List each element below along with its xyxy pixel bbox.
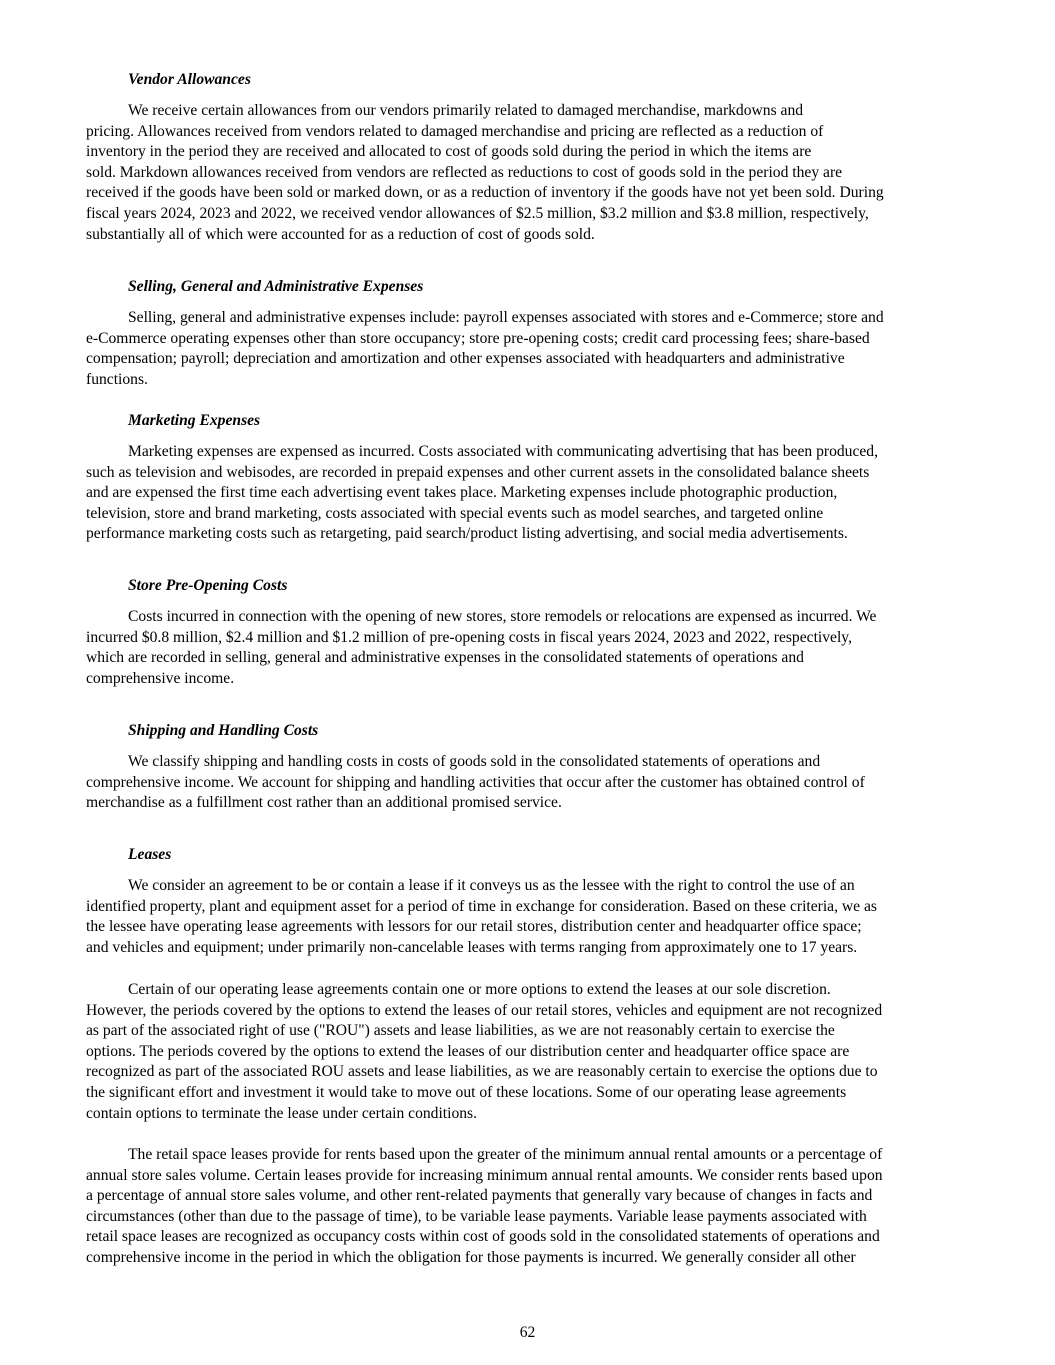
text-line: The retail space leases provide for rents based upon the greater of the minimum annual rental amounts or a percentage of [128, 1146, 883, 1163]
text-line: pricing. Allowances received from vendors related to damaged merchandise and pricing are reflected as a reduction of [86, 122, 824, 140]
text-line: annual store sales volume. Certain leases provide for increasing minimum annual rental amounts. We consider rents based upon [86, 1166, 883, 1184]
page-number: 62 [519, 1324, 536, 1341]
text-line: e-Commerce operating expenses other than store occupancy; store pre-opening costs; credit card processing fees; share-based [86, 329, 870, 347]
text-line: circumstances (other than due to the passage of time), to be variable lease payments. Variable lease payments associated with [86, 1207, 867, 1225]
paragraph-leases-3 [86, 1145, 970, 1269]
paragraph-marketing-expenses [86, 442, 970, 545]
text-line: Selling, general and administrative expenses include: payroll expenses associated with stores and e-Commerce; store and [128, 309, 884, 326]
section-heading-sga-expenses: Selling, General and Administrative Expenses [128, 278, 424, 295]
text-line: options. The periods covered by the options to extend the leases of our distribution center and headquarter office space are [86, 1042, 850, 1060]
text-line: and are expensed the first time each advertising event takes place. Marketing expenses include photographic production, [86, 484, 838, 502]
text-line: such as television and webisodes, are recorded in prepaid expenses and other current assets in the consolidated balance sheets [86, 463, 870, 481]
text-line: identified property, plant and equipment asset for a period of time in exchange for consideration. Based on these criteria, we as [86, 897, 877, 915]
text-line: We classify shipping and handling costs in costs of goods sold in the consolidated statements of operations and [128, 753, 821, 770]
text-line: incurred $0.8 million, $2.4 million and $1.2 million of pre-opening costs in fiscal years 2024, 2023 and 2022, respectively, [86, 628, 852, 646]
paragraph-vendor-allowances [86, 101, 970, 245]
text-line: received if the goods have been sold or marked down, or as a reduction of inventory if the goods have not yet been sold. During [86, 184, 884, 202]
paragraph-leases-1 [86, 876, 970, 958]
text-line: contain options to terminate the lease under certain conditions. [86, 1104, 478, 1122]
section-heading-vendor-allowances: Vendor Allowances [128, 71, 251, 88]
paragraph-shipping-handling-costs [86, 752, 970, 814]
text-line: functions. [86, 370, 148, 388]
text-line: which are recorded in selling, general and administrative expenses in the consolidated statements of operations and [86, 649, 804, 667]
text-line: sold. Markdown allowances received from vendors are reflected as reductions to cost of goods sold in the period they are [86, 163, 843, 181]
section-heading-leases: Leases [128, 846, 172, 863]
paragraph-store-pre-opening-costs [86, 607, 970, 689]
text-line: We receive certain allowances from our vendors primarily related to damaged merchandise, markdowns and [128, 102, 804, 119]
text-line: television, store and brand marketing, costs associated with special events such as model searches, and targeted online [86, 504, 824, 522]
text-line: the lessee have operating lease agreements with lessors for our retail stores, distribution center and headquarter office space; [86, 918, 862, 936]
text-line: merchandise as a fulfillment cost rather than an additional promised service. [86, 794, 562, 812]
text-line: substantially all of which were accounted for as a reduction of cost of goods sold. [86, 225, 595, 243]
text-line: as part of the associated right of use ("ROU") assets and lease liabilities, as we are not reasonably certain to exercise the [86, 1022, 835, 1040]
text-line: fiscal years 2024, 2023 and 2022, we received vendor allowances of $2.5 million, $3.2 million and $3.8 million, respectively, [86, 204, 869, 222]
text-line: recognized as part of the associated ROU assets and lease liabilities, as we are reasonably certain to exercise the options due to [86, 1063, 878, 1081]
section-heading-shipping-handling-costs: Shipping and Handling Costs [128, 722, 319, 739]
paragraph-leases-2 [86, 980, 970, 1124]
text-line: comprehensive income in the period in which the obligation for those payments is incurred. We generally consider all other [86, 1248, 856, 1266]
text-line: comprehensive income. We account for shipping and handling activities that occur after the customer has obtained control of [86, 773, 865, 791]
text-line: a percentage of annual store sales volume, and other rent-related payments that generally vary because of changes in facts and [86, 1187, 873, 1205]
text-line: and vehicles and equipment; under primarily non-cancelable leases with terms ranging from approximately one to 17 years. [86, 938, 858, 956]
text-line: retail space leases are recognized as occupancy costs within cost of goods sold in the consolidated statements of operations and [86, 1228, 880, 1246]
text-line: However, the periods covered by the options to extend the leases of our retail stores, vehicles and equipment are not recognized [86, 1001, 883, 1019]
text-line: compensation; payroll; depreciation and amortization and other expenses associated with headquarters and administrative [86, 350, 845, 368]
text-line: the significant effort and investment it would take to move out of these locations. Some of our operating lease agreements [86, 1083, 847, 1101]
text-line: Costs incurred in connection with the opening of new stores, store remodels or relocations are expensed as incurred. We [128, 608, 877, 625]
section-heading-store-pre-opening-costs: Store Pre-Opening Costs [128, 577, 288, 594]
text-line: inventory in the period they are received and allocated to cost of goods sold during the period in which the items are [86, 143, 812, 161]
text-line: Certain of our operating lease agreements contain one or more options to extend the leases at our sole discretion. [128, 981, 831, 998]
text-line: Marketing expenses are expensed as incurred. Costs associated with communicating advertising that has been produced, [128, 443, 879, 460]
text-line: performance marketing costs such as retargeting, paid search/product listing advertising, and social media advertisements. [86, 525, 848, 543]
section-heading-marketing-expenses: Marketing Expenses [128, 412, 261, 429]
paragraph-sga-expenses [86, 308, 970, 390]
text-line: comprehensive income. [86, 669, 235, 687]
text-line: We consider an agreement to be or contain a lease if it conveys us as the lessee with the right to control the use of an [128, 877, 855, 894]
